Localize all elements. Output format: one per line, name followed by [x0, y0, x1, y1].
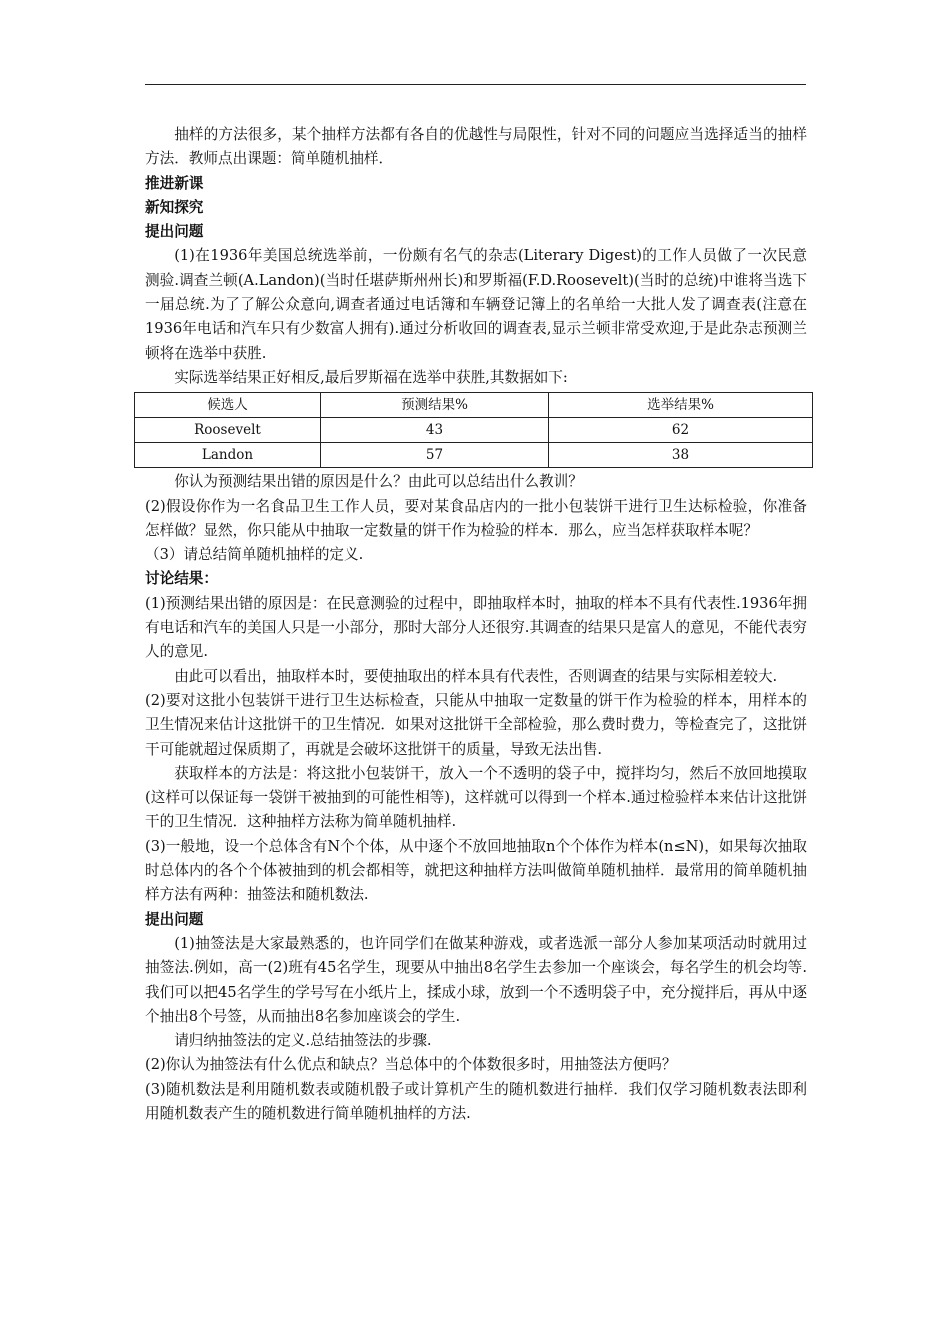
question-3-paragraph: （3）请总结简单随机抽样的定义. [145, 546, 364, 564]
lottery-pros-cons-question: (2)你认为抽签法有什么优点和缺点？当总体中的个体数很多时，用抽签法方便吗？ [145, 1056, 677, 1074]
question-2-paragraph: (2)假设你作为一名食品卫生工作人员，要对某食品店内的一批小包装饼干进行卫生达标检验，你准备怎样做？显然，你只能从中抽取一定数量的饼干作为检验的样本．那么，应当怎样获取样本呢？ [145, 497, 807, 539]
answer-1-paragraph: (1)预测结果出错的原因是：在民意测验的过程中，即抽取样本时，抽取的样本不具有代表性.1936年拥有电话和汽车的美国人只是一小部分，那时大部分人还很穷.其调查的结果只是富人的意见，不能代表穷人的意见. [145, 594, 807, 661]
section-heading-questions-2: 提出问题 [145, 910, 204, 928]
lottery-paragraph: (1)抽签法是大家最熟悉的，也许同学们在做某种游戏，或者选派一部分人参加某项活动时就用过抽签法.例如，高一(2)班有45名学生，现要从中抽出8名学生去参加一个座谈会，每名学生的机会均等.我们可以把45名学生的学号写在小纸片上，揉成小球，放到一个不透明袋子中，充分搅拌后，再从中逐个抽出8个号签，从而抽出8名参加座谈会的学生. [145, 934, 807, 1025]
lottery-summary-prompt: 请归纳抽签法的定义.总结抽签法的步骤. [174, 1032, 432, 1050]
table-header-cell: 预测结果% [321, 393, 549, 418]
question-1-prompt: 你认为预测结果出错的原因是什么？由此可以总结出什么教训？ [174, 473, 583, 491]
table-row [135, 418, 813, 443]
table-header-cell: 候选人 [135, 393, 321, 418]
header-rule [145, 84, 806, 85]
table-cell: Roosevelt [135, 418, 321, 443]
table-cell: 43 [321, 418, 549, 443]
table-cell: 62 [549, 418, 813, 443]
table-header-cell: 选举结果% [549, 393, 813, 418]
answer-2-method: 获取样本的方法是：将这批小包装饼干，放入一个不透明的袋子中，搅拌均匀，然后不放回地摸取(这样可以保证每一袋饼干被抽到的可能性相等)，这样就可以得到一个样本.通过检验样本来估计这批饼干的卫生情况．这种抽样方法称为简单随机抽样. [145, 764, 807, 831]
random-number-paragraph: (3)随机数法是利用随机数表或随机骰子或计算机产生的随机数进行抽样．我们仅学习随机数表法即利用随机数表产生的随机数进行简单随机抽样的方法. [145, 1080, 807, 1122]
section-heading-new-lesson: 推进新课 [145, 174, 204, 192]
table-cell: Landon [135, 443, 321, 468]
election-results-table [134, 392, 813, 468]
intro-paragraph: 抽样的方法很多，某个抽样方法都有各自的优越性与局限性，针对不同的问题应当选择适当的抽样方法．教师点出课题：简单随机抽样． [145, 126, 807, 168]
table-row [135, 443, 813, 468]
answer-2-paragraph: (2)要对这批小包装饼干进行卫生达标检查，只能从中抽取一定数量的饼干作为检验的样本，用样本的卫生情况来估计这批饼干的卫生情况．如果对这批饼干全部检验，那么费时费力，等检查完了，这批饼干可能就超过保质期了，再就是会破坏这批饼干的质量，导致无法出售. [145, 691, 807, 758]
question-1-paragraph: (1)在1936年美国总统选举前，一份颇有名气的杂志(Literary Digest)的工作人员做了一次民意测验.调查兰顿(A.Landon)(当时任堪萨斯州州长)和罗斯福(F.D.Roosevelt)(当时的总统)中谁将当选下一届总统.为了了解公众意向,调查者通过电话簿和车辆登记簿上的名单给一大批人发了调查表(注意在1936年电话和汽车只有少数富人拥有).通过分析收回的调查表,显示兰顿非常受欢迎,于是此杂志预测兰顿将在选举中获胜. [145, 247, 807, 362]
section-heading-explore: 新知探究 [145, 198, 204, 216]
document-body [145, 123, 807, 1126]
answer-1-conclusion: 由此可以看出，抽取样本时，要使抽取出的样本具有代表性，否则调查的结果与实际相差较大. [174, 667, 778, 685]
question-1-result-intro: 实际选举结果正好相反,最后罗斯福在选举中获胜,其数据如下: [174, 368, 568, 386]
answer-3-paragraph: (3)一般地，设一个总体含有N个个体，从中逐个不放回地抽取n个个体作为样本(n≤N)，如果每次抽取时总体内的各个个体被抽到的机会都相等，就把这种抽样方法叫做简单随机抽样．最常用的简单随机抽样方法有两种：抽签法和随机数法. [145, 837, 807, 904]
section-heading-discussion: 讨论结果： [145, 570, 218, 588]
table-cell: 57 [321, 443, 549, 468]
section-heading-questions: 提出问题 [145, 223, 204, 241]
table-header-row [135, 393, 813, 418]
table-cell: 38 [549, 443, 813, 468]
